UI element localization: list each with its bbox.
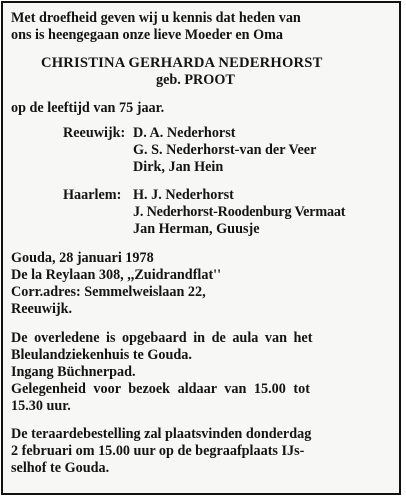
- address-place-date: Gouda, 28 januari 1978: [11, 250, 154, 266]
- burial-line-2: 2 februari om 15.00 uur op de begraafplaats IJs-: [11, 443, 305, 459]
- address-street: De la Reylaan 308, ,,Zuidrandflat'': [11, 267, 222, 283]
- viewing-text-1: De overledene is opgebaard in de aula van het: [11, 330, 313, 346]
- deceased-name: CHRISTINA GERHARDA NEDERHORST: [41, 55, 323, 71]
- family-name-reeuwijk-1: D. A. Nederhorst: [133, 125, 236, 141]
- deceased-born-as: geb. PROOT: [156, 72, 235, 88]
- viewing-line-4: Gelegenheid voor bezoek aldaar van 15.00 tot: [11, 381, 310, 397]
- burial-line-3: selhof te Gouda.: [11, 460, 110, 476]
- burial-line-1: De teraardebestelling zal plaatsvinden donderdag: [11, 426, 312, 442]
- family-name-haarlem-3: Jan Herman, Guusje: [133, 221, 260, 237]
- intro-line-1: [11, 10, 389, 27]
- obituary-notice: [1, 1, 401, 495]
- viewing-line-3: Ingang Büchnerpad.: [11, 364, 136, 380]
- family-name-reeuwijk-2: G. S. Nederhorst-van der Veer: [133, 142, 317, 158]
- viewing-line-2: Bleulandziekenhuis te Gouda.: [11, 347, 192, 363]
- age-line: op de leeftijd van 75 jaar.: [11, 100, 165, 116]
- family-place-haarlem: Haarlem:: [63, 187, 122, 203]
- address-corr: Corr.adres: Semmelweislaan 22,: [11, 284, 206, 300]
- viewing-line-1: [11, 330, 389, 347]
- viewing-line-5: 15.30 uur.: [11, 398, 71, 414]
- intro-text-1: Met droefheid geven wij u kennis dat heden van: [11, 10, 301, 26]
- family-name-haarlem-2: J. Nederhorst-Roodenburg Vermaat: [133, 204, 346, 220]
- intro-line-2: ons is heengegaan onze lieve Moeder en Oma: [11, 27, 284, 43]
- family-name-reeuwijk-3: Dirk, Jan Hein: [133, 159, 224, 175]
- family-name-haarlem-1: H. J. Nederhorst: [133, 187, 234, 203]
- address-corr-city: Reeuwijk.: [11, 301, 73, 317]
- family-place-reeuwijk: Reeuwijk:: [63, 125, 126, 141]
